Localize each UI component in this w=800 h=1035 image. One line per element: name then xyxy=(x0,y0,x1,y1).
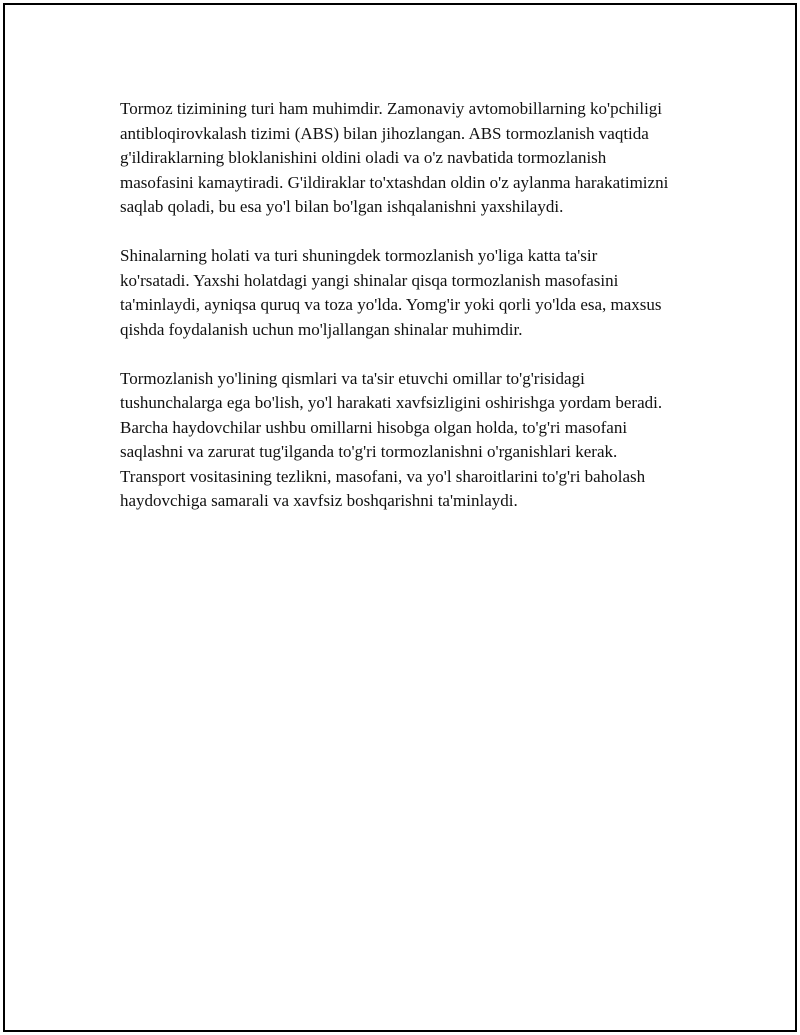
paragraph-3: Tormozlanish yo'lining qismlari va ta'sir etuvchi omillar to'g'risidagi tushunchalarga ega bo'lish, yo'l harakati xavfsizligini oshirishga yordam beradi. Barcha haydovchilar ushbu omillarni hisobga olgan holda, to'g'ri masofani saqlashni va zarurat tug'ilganda to'g'ri tormozlanishni o'rganishlari kerak. Transport vositasining tezlikni, masofani, va yo'l sharoitlarini to'g'ri baholash haydovchiga samarali va xavfsiz boshqarishni ta'minlaydi. xyxy=(120,368,663,510)
document-body xyxy=(120,97,670,538)
paragraph-2: Shinalarning holati va turi shuningdek tormozlanish yo'liga katta ta'sir ko'rsatadi. Yaxshi holatdagi yangi shinalar qisqa tormozlanish masofasini ta'minlaydi, ayniqsa quruq va toza yo'lda. Yomg'ir yoki qorli yo'lda esa, maxsus qishda foydalanish uchun mo'ljallangan shinalar muhimdir. xyxy=(120,246,662,339)
paragraph-1: Tormoz tizimining turi ham muhimdir. Zamonaviy avtomobillarning ko'pchiligi antibloqirovkalash tizimi (ABS) bilan jihozlangan. ABS tormozlanish vaqtida g'ildiraklarning bloklanishini oldini oladi va o'z navbatida tormozlanish masofasini kamaytiradi. G'ildiraklar to'xtashdan oldin o'z aylanma harakatimizni saqlab qoladi, bu esa yo'l bilan bo'lgan ishqalanishni yaxshilaydi. xyxy=(120,99,669,216)
page-border xyxy=(3,3,797,1032)
